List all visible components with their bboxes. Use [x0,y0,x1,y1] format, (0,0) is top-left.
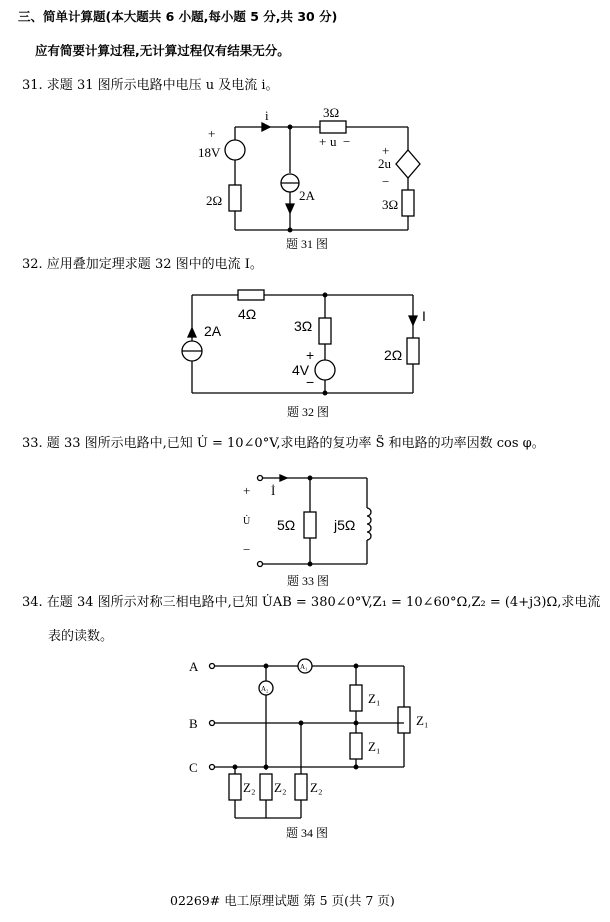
svg-text:−: − [382,174,390,189]
svg-text:İ: İ [271,483,276,498]
svg-text:Z₂: Z₂ [310,780,323,795]
section-note: 应有简要计算过程,无计算过程仅有结果无分。 [35,43,290,58]
svg-text:C: C [189,760,198,775]
svg-text:Z₁: Z₁ [368,691,381,706]
svg-text:u: u [330,134,337,149]
svg-text:题 32 图: 题 32 图 [287,405,330,419]
page-footer: 02269# 电工原理试题 第 5 页(共 7 页) [170,893,395,908]
section-heading: 三、简单计算题(本大题共 6 小题,每小题 5 分,共 30 分) [18,9,338,24]
svg-text:i: i [265,108,269,123]
svg-text:+: + [382,143,390,158]
question-33: 33. 题 33 图所示电路中,已知 U̇ = 10∠0°V,求电路的复功率 S̃ 和电路的功率因数 cos φ。 [22,436,545,451]
svg-text:Z₁: Z₁ [416,713,429,728]
svg-text:4V: 4V [292,362,310,378]
question-31: 31. 求题 31 图所示电路中电压 u 及电流 i。 [22,78,279,93]
svg-text:题 34 图: 题 34 图 [286,826,329,840]
svg-text:A₂: A₂ [261,685,269,693]
svg-text:+: + [243,483,251,498]
svg-text:18V: 18V [198,145,221,160]
svg-text:U̇: U̇ [243,516,251,527]
svg-text:Z₁: Z₁ [368,739,381,754]
svg-text:3Ω: 3Ω [294,318,313,334]
svg-text:3Ω: 3Ω [323,105,340,120]
figure-34-circuit [180,652,440,852]
svg-text:B: B [189,716,198,731]
svg-text:Z₂: Z₂ [274,780,287,795]
svg-text:I: I [422,308,426,324]
figure-31-circuit [180,100,440,260]
svg-text:3Ω: 3Ω [382,197,399,212]
svg-text:j5Ω: j5Ω [334,517,356,533]
svg-text:2u: 2u [378,156,391,171]
svg-text:2A: 2A [204,323,222,339]
svg-text:−: − [306,374,315,390]
question-32: 32. 应用叠加定理求题 32 图中的电流 I。 [22,257,263,272]
svg-text:−: − [243,542,251,557]
question-34: 34. 在题 34 图所示对称三相电路中,已知 U̇AB = 380∠0°V,Z₁ = 10∠60°Ω,Z₂ = (4+j3)Ω,求电流 [22,595,601,610]
svg-text:4Ω: 4Ω [238,306,257,322]
question-34-cont: 表的读数。 [48,629,114,644]
svg-text:题 33 图: 题 33 图 [287,574,330,588]
svg-text:2Ω: 2Ω [206,193,223,208]
svg-text:2A: 2A [299,188,315,203]
svg-text:Z₂: Z₂ [243,780,256,795]
svg-text:+: + [306,347,315,363]
figure-32-circuit [180,283,440,423]
svg-text:A: A [189,659,199,674]
svg-text:2Ω: 2Ω [384,347,403,363]
svg-text:+: + [319,134,327,149]
svg-text:−: − [343,134,351,149]
svg-text:5Ω: 5Ω [277,517,296,533]
figure-33-circuit [240,470,390,590]
svg-text:+: + [208,126,216,141]
svg-text:A₁: A₁ [300,663,308,671]
svg-text:题 31 图: 题 31 图 [286,237,329,251]
